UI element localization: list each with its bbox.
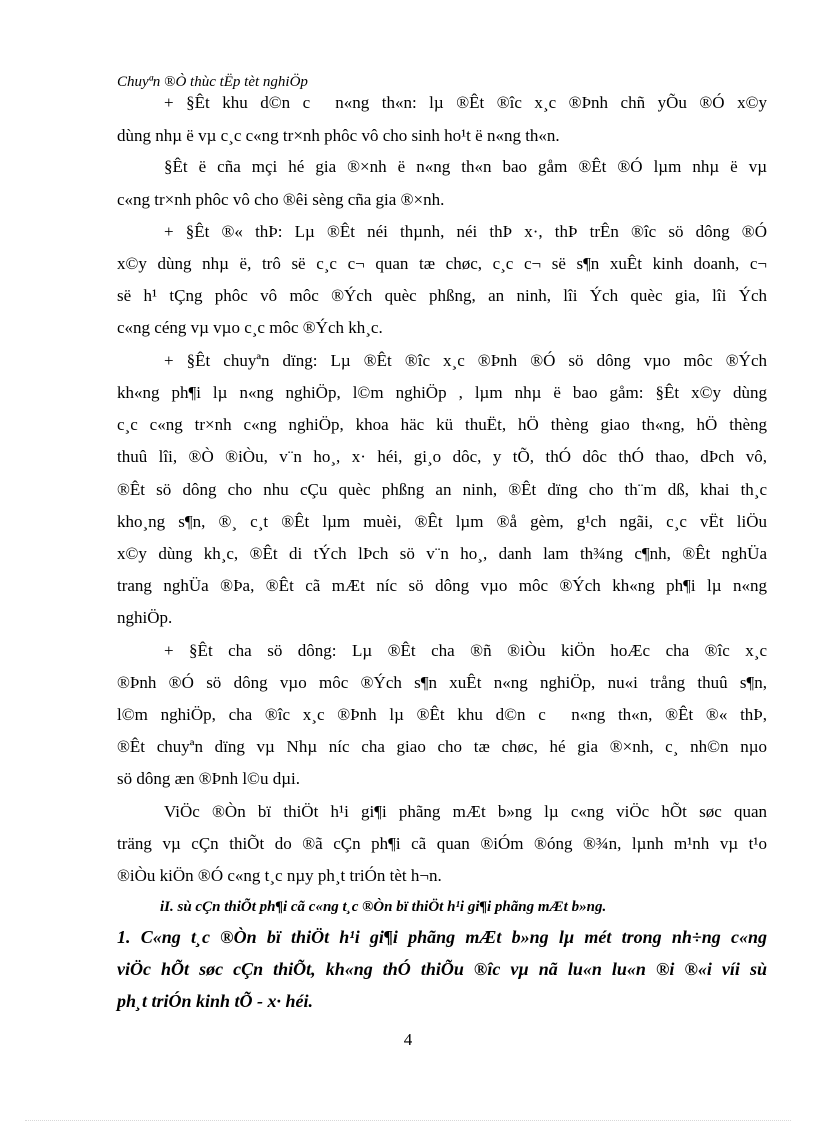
body-line: c«ng tr×nh phôc vô cho ®êi sèng cña gia ®×nh. — [117, 190, 445, 209]
body-line: dùng nhµ ë vµ c¸c c«ng tr×nh phôc vô cho sinh ho¹t ë n«ng th«n. — [117, 126, 560, 145]
body-line: + §Êt ®« thÞ: Lµ ®Êt néi thµnh, néi thÞ x·, thÞ trÊn ®îc sö dông ®Ó — [164, 222, 767, 241]
body-line: c¸c c«ng tr×nh c«ng nghiÖp, khoa häc kü thuËt, hÖ thèng giao th«ng, hÖ thèng — [117, 415, 767, 434]
body-line: ®Êt sö dông cho nhu cÇu quèc phßng an ninh, ®Êt dïng cho th¨m dß, khai th¸c — [117, 480, 767, 499]
body-line: c«ng céng vµ vµo c¸c môc ®Ých kh¸c. — [117, 318, 383, 337]
body-line: träng vµ cÇn thiÕt do ®ã cÇn ph¶i cã quan ®iÓm ®óng ®¾n, lµnh m¹nh vµ t¹o — [117, 834, 767, 853]
page-divider — [25, 1120, 791, 1121]
subsection-heading-line: viÖc hÕt søc cÇn thiÕt, kh«ng thÓ thiÕu ®îc vµ nã lu«n lu«n ®i ®«i víi sù — [117, 959, 767, 979]
body-line: §Êt ë cña mçi hé gia ®×nh ë n«ng th«n bao gåm ®Êt ®Ó lµm nhµ ë vµ — [164, 157, 767, 176]
body-line: së h¹ tÇng phôc vô môc ®Ých quèc phßng, an ninh, lîi Ých quèc gia, lîi Ých — [117, 286, 767, 305]
section-heading: iI. sù cÇn thiÕt ph¶i cã c«ng t¸c ®Òn bï thiÖt h¹i gi¶i phãng mÆt b»ng. — [160, 899, 607, 915]
body-line: nghiÖp. — [117, 608, 173, 627]
body-line: + §Êt chuyªn dïng: Lµ ®Êt ®îc x¸c ®Þnh ®Ó sö dông vµo môc ®Ých — [164, 351, 767, 370]
body-line: kho¸ng s¶n, ®¸ c¸t ®Êt lµm muèi, ®Êt lµm ®å gèm, g¹ch ngãi, c¸c vËt liÖu — [117, 512, 767, 531]
subsection-heading-line: 1. C«ng t¸c ®Òn bï thiÖt h¹i gi¶i phãng mÆt b»ng lµ mét trong nh÷ng c«ng — [117, 927, 767, 947]
body-line: kh«ng ph¶i lµ n«ng nghiÖp, l©m nghiÖp , lµm nhµ ë bao gåm: §Êt x©y dùng — [117, 383, 767, 402]
body-line: ®Þnh ®Ó sö dông vµo môc ®Ých s¶n xuÊt n«ng nghiÖp, nu«i trång thuû s¶n, — [117, 673, 767, 692]
page-number: 4 — [403, 1030, 413, 1049]
body-line: x©y dùng nhµ ë, trô së c¸c c¬ quan tæ chøc, c¸c c¬ së s¶n xuÊt kinh doanh, c¬ — [117, 254, 767, 273]
body-line: + §Êt cha sö dông: Lµ ®Êt cha ®ñ ®iÒu kiÖn hoÆc cha ®îc x¸c — [164, 641, 767, 660]
body-line: l©m nghiÖp, cha ®îc x¸c ®Þnh lµ ®Êt khu d©n c n«ng th«n, ®Êt ®« thÞ, — [117, 705, 767, 724]
body-line: thuû lîi, ®Ò ®iÒu, v¨n ho¸, x· héi, gi¸o dôc, y tÕ, thÓ dôc thÓ thao, dÞch vô, — [117, 447, 767, 466]
body-line: + §Êt khu d©n c n«ng th«n: lµ ®Êt ®îc x¸c ®Þnh chñ yÕu ®Ó x©y — [164, 93, 767, 112]
body-line: ViÖc ®Òn bï thiÖt h¹i gi¶i phãng mÆt b»ng lµ c«ng viÖc hÕt søc quan — [164, 802, 767, 821]
body-line: trang nghÜa ®Þa, ®Êt cã mÆt níc sö dông vµo môc ®Ých kh«ng ph¶i lµ n«ng — [117, 576, 767, 595]
body-line: ®Êt chuyªn dïng vµ Nhµ níc cha giao cho tæ chøc, hé gia ®×nh, c¸ nh©n nµo — [117, 737, 767, 756]
body-line: ®iÒu kiÖn ®Ó c«ng t¸c nµy ph¸t triÓn tèt h¬n. — [117, 866, 442, 885]
subsection-heading-line: ph¸t triÓn kinh tÕ - x· héi. — [117, 991, 314, 1011]
running-header: Chuyªn ®Ò thùc tËp tèt nghiÖp — [117, 74, 308, 90]
body-line: x©y dùng kh¸c, ®Êt di tÝch lÞch sö v¨n ho¸, danh lam th¾ng c¶nh, ®Êt nghÜa — [117, 544, 767, 563]
body-line: sö dông æn ®Þnh l©u dµi. — [117, 769, 300, 788]
